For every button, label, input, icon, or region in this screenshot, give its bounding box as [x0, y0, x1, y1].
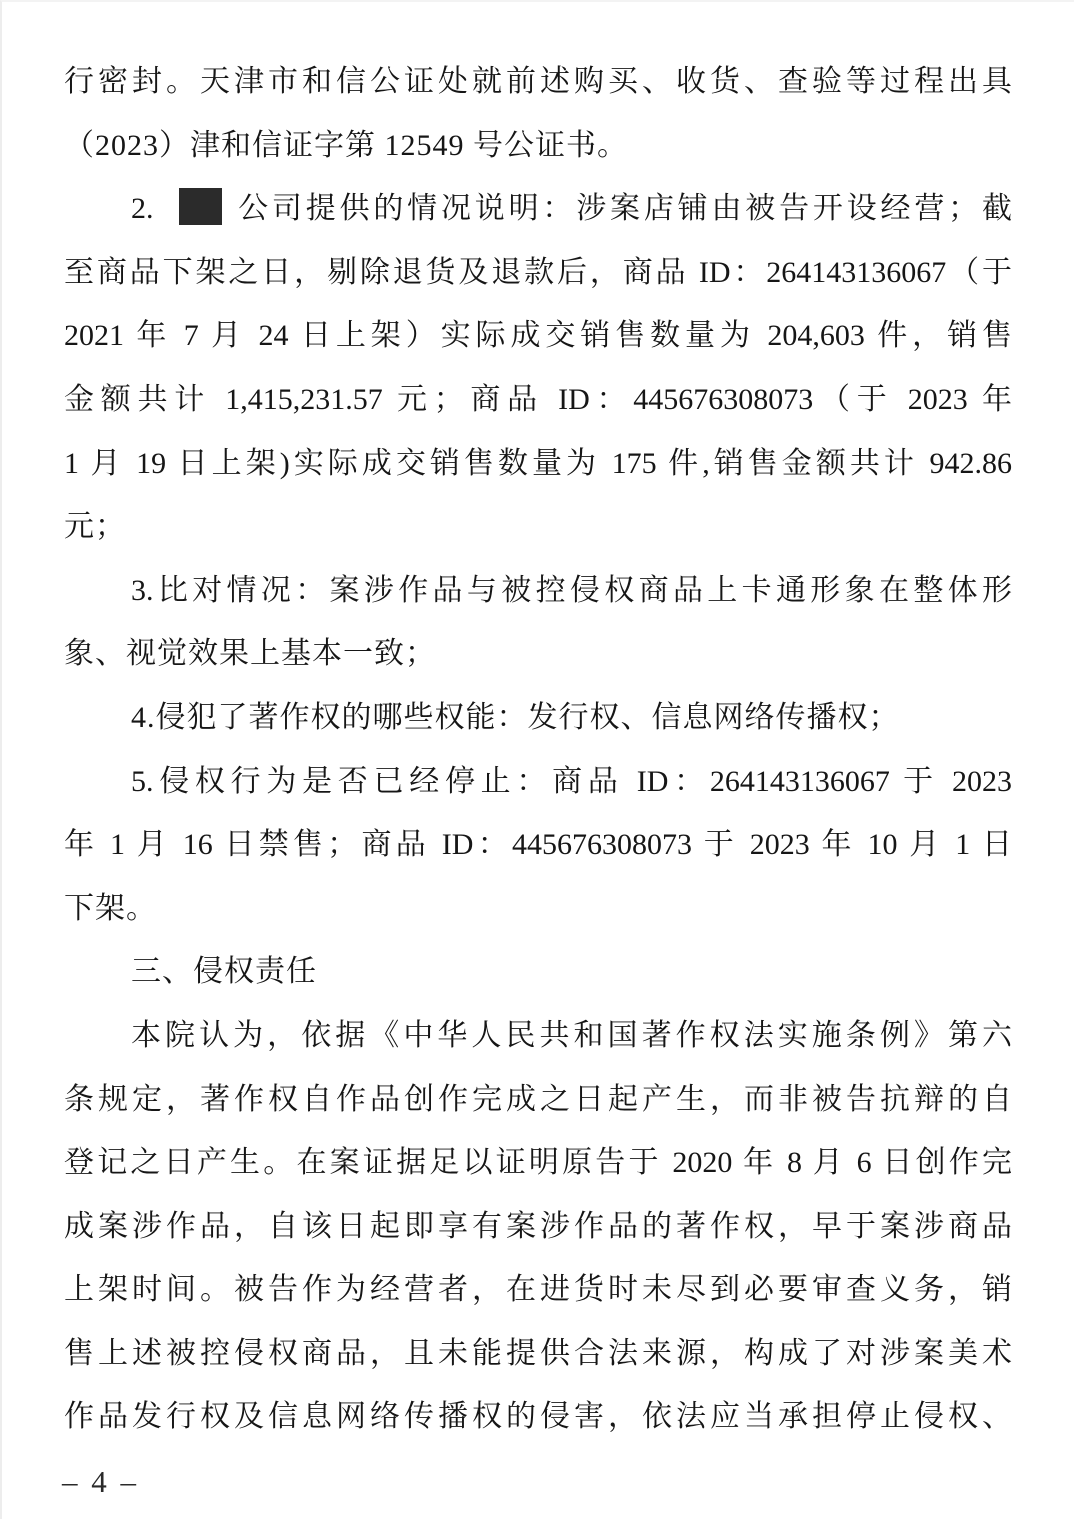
document-line: 本院认为，依据《中华人民共和国著作权法实施条例》第六 [131, 1018, 1012, 1052]
document-line: 5.侵权行为是否已经停止：商品 ID：264143136067 于 2023 [131, 764, 1012, 798]
document-line: 象、视觉效果上基本一致； [64, 637, 436, 671]
document-line: 金额共计 1,415,231.57 元；商品 ID：445676308073（于 2023 年 [64, 382, 1012, 416]
document-line [64, 177, 1012, 241]
document-line: 登记之日产生。在案证据足以证明原告于 2020 年 8 月 6 日创作完 [64, 1146, 1012, 1180]
document-line: 行密封。天津市和信公证处就前述购买、收货、查验等过程出具 [64, 65, 1012, 98]
document-line: 年 1 月 16 日禁售；商品 ID：445676308073 于 2023 年 10 月 1 日 [64, 828, 1012, 862]
document-line: 售上述被控侵权商品，且未能提供合法来源，构成了对涉案美术 [64, 1336, 1012, 1370]
document-line: 条规定，著作权自作品创作完成之日起产生，而非被告抗辩的自 [64, 1082, 1012, 1116]
text-segment: 2. [131, 192, 165, 226]
document-line: 下架。 [64, 891, 157, 925]
redaction-box [179, 188, 222, 225]
document-line: 1 月 19 日上架)实际成交销售数量为 175 件,销售金额共计 942.86 [64, 446, 1012, 480]
document-line: 成案涉作品，自该日起即享有案涉作品的著作权，早于案涉商品 [64, 1209, 1012, 1243]
document-lines [64, 50, 1012, 1449]
document-line: 三、侵权责任 [131, 955, 317, 989]
page-number: – 4 – [62, 1464, 139, 1499]
document-line: 2021 年 7 月 24 日上架）实际成交销售数量为 204,603 件，销售 [64, 319, 1012, 353]
document-line: （2023）津和信证字第 12549 号公证书。 [64, 128, 628, 162]
document-line: 3.比对情况：案涉作品与被控侵权商品上卡通形象在整体形 [131, 573, 1012, 607]
document-line: 4.侵犯了著作权的哪些权能：发行权、信息网络传播权； [131, 700, 900, 734]
document-line: 上架时间。被告作为经营者，在进货时未尽到必要审查义务，销 [64, 1273, 1012, 1307]
text-segment: 公司提供的情况说明：涉案店铺由被告开设经营；截 [226, 192, 1012, 226]
document-line: 元； [64, 510, 126, 544]
document-line: 至商品下架之日，剔除退货及退款后，商品 ID：264143136067（于 [64, 255, 1012, 289]
document-line: 作品发行权及信息网络传播权的侵害，依法应当承担停止侵权、 [64, 1400, 1012, 1434]
